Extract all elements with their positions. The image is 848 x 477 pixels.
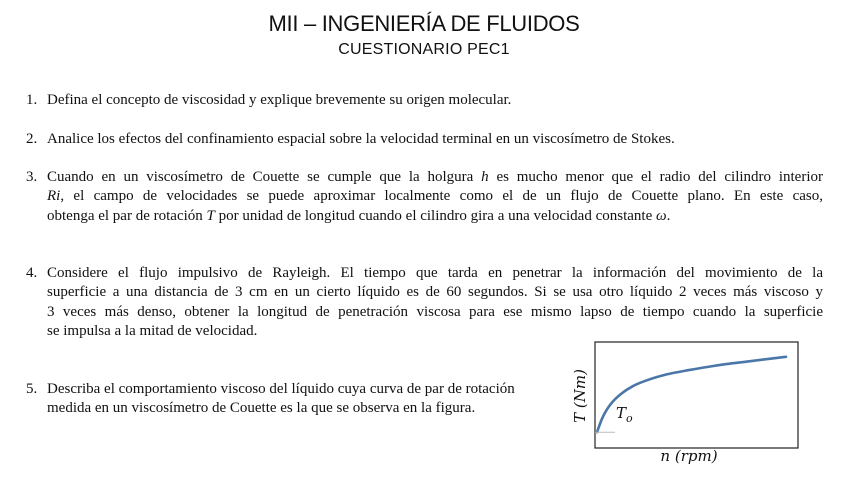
annotation-subscript: o <box>626 412 633 425</box>
variable-omega: ω <box>655 207 667 224</box>
question-number: 3. <box>26 169 38 185</box>
question-text <box>47 168 823 226</box>
question-line: 3 veces más denso, obtener la longitud de penetración viscosa para ese mismo lapso de tiempo cuando la superficie <box>47 303 823 320</box>
page-subtitle: CUESTIONARIO PEC1 <box>338 41 510 58</box>
question-text: Analice los efectos del confinamiento espacial sobre la velocidad terminal en un viscosímetro de Stokes. <box>47 131 675 147</box>
question-line: obtenga el par de rotación T por unidad de longitud cuando el cilindro gira a una velocidad constante ω. <box>47 207 671 224</box>
question-number: 5. <box>26 381 38 397</box>
question-number: 2. <box>26 131 38 147</box>
question-line: Describa el comportamiento viscoso del líquido cuya curva de par de rotación <box>47 381 515 397</box>
question-text <box>47 264 823 341</box>
y-axis-label: T (Nm) <box>571 369 589 423</box>
annotation-base: T <box>616 404 627 422</box>
x-axis-label: n (rpm) <box>660 447 718 465</box>
question-text: Defina el concepto de viscosidad y explique brevemente su origen molecular. <box>47 92 512 108</box>
question-line: medida en un viscosímetro de Couette es la que se observa en la figura. <box>47 400 476 417</box>
intercept-annotation <box>616 404 633 425</box>
chart-svg <box>568 340 808 477</box>
page-title: MII – INGENIERÍA DE FLUIDOS <box>268 11 580 36</box>
torque-chart <box>568 340 808 477</box>
question-line: Ri, el campo de velocidades se puede aproximar localmente como el de un flujo de Couette plano. En este caso, <box>47 188 823 205</box>
question-line: superficie a una distancia de 3 cm en un cierto líquido es de 60 segundos. Si se usa otro líquido 2 veces más viscoso y <box>47 284 823 301</box>
question-number: 4. <box>26 265 38 281</box>
question-text <box>47 380 577 419</box>
question-line: Cuando en un viscosímetro de Couette se cumple que la holgura h es mucho menor que el radio del cilindro interior <box>47 169 823 185</box>
question-line: Considere el flujo impulsivo de Rayleigh. El tiempo que tarda en penetrar la información del movimiento de la <box>47 265 823 281</box>
variable-ri: Ri <box>47 188 61 205</box>
variable-h: h <box>481 169 489 185</box>
question-number: 1. <box>26 92 38 108</box>
variable-t: T <box>206 207 215 224</box>
question-line: se impulsa a la mitad de velocidad. <box>47 322 258 339</box>
